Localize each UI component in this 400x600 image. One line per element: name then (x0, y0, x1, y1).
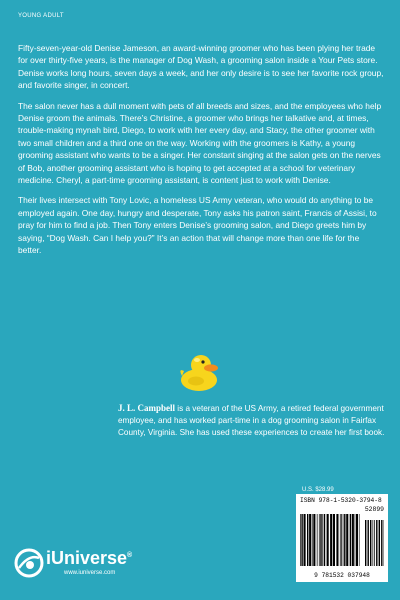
back-cover-blurb (18, 42, 384, 265)
isbn-number: ISBN 978-1-5320-3794-8 (300, 497, 382, 504)
barcode-bar (365, 520, 366, 566)
barcode-bar (340, 514, 341, 566)
isbn-digits: 9 781532 037948 (314, 572, 370, 579)
barcode-bar (379, 520, 380, 566)
blurb-paragraph-2: The salon never has a dull moment with pets of all breeds and sizes, and the employees who help Denise groom the animals. There’s Christine, a groomer who brings her talkative and, at times, trouble-making mynah bird, Diego, to work with her every day, and Stacy, the other groomer with two small children and a third one on the way. Working with the groomers is Kathy, a young grooming assistant who wants to be a singer. Her constant singing at the salon gets on the nerves of Bob, another grooming assistant who is hoping to get accepted at a school for veterinary medicine. Cheryl, a part-time grooming assistant, is content just to work with Denise. (18, 100, 382, 186)
barcode-bar (319, 514, 320, 566)
publisher-url: www.iuniverse.com (64, 570, 116, 576)
barcode-bar (355, 514, 356, 566)
barcode-bar (313, 514, 315, 566)
barcode-bar (370, 520, 371, 566)
barcode-bar (312, 514, 313, 566)
barcode-bar (300, 514, 301, 566)
barcode-bar (327, 514, 329, 566)
barcode-bar (304, 514, 306, 566)
barcode-bar (356, 514, 358, 566)
barcode-bar (301, 514, 302, 566)
barcode-price-code: 52899 (364, 506, 384, 513)
barcode-bar (352, 514, 354, 566)
isbn-barcode (296, 494, 388, 582)
barcode-bar (374, 520, 375, 566)
barcode-bar (360, 514, 361, 566)
barcode-bar (381, 520, 382, 566)
rubber-duck-icon (176, 350, 220, 394)
barcode-bar (322, 514, 323, 566)
publisher-name (46, 548, 132, 569)
author-bio-text: is a veteran of the US Army, a retired federal government employee, and has worked part-time in a dog grooming salon in Fairfax County, Virginia. She has used these experiences to create her first book. (118, 404, 385, 438)
barcode-bar (344, 514, 345, 566)
trademark-symbol: ® (127, 552, 133, 559)
barcode-bar (330, 514, 332, 566)
iuniverse-logo-icon (14, 548, 44, 578)
barcode-bars (300, 514, 384, 570)
barcode-bar (320, 514, 321, 566)
barcode-bar (333, 514, 335, 566)
barcode-bar (317, 514, 318, 566)
barcode-bar (324, 514, 325, 566)
publisher-name-text: iUniverse (46, 548, 128, 568)
barcode-bar (350, 514, 351, 566)
barcode-bar (341, 514, 342, 566)
barcode-bar (307, 514, 308, 566)
barcode-bar (343, 514, 344, 566)
blurb-paragraph-1: Fifty-seven-year-old Denise Jameson, an award-winning groomer who has been plying her trade for over thirty-five years, is the manager of Dog Wash, a grooming salon inside a Your Pets store. Denise works long hours, seven days a week, and her only desire is to see her favorite rock group, and favorite singer, in concert. (18, 43, 384, 91)
author-bio (118, 402, 388, 439)
barcode-bar (368, 520, 369, 566)
price-label: U.S. $28.99 (302, 487, 334, 493)
barcode-bar (309, 514, 311, 566)
barcode-bar (346, 514, 348, 566)
barcode-bar (373, 520, 374, 566)
blurb-paragraph-3: Their lives intersect with Tony Lovic, a homeless US Army veteran, who would do anything to be employed again. One day, hungry and desperate, Tony asks his patron saint, Francis of Assisi, to pray for him to find a job. Then Tony enters Denise’s grooming salon, and Diego greets him by saying, “Dog Wash. Can I help you?” It’s an action that will change more than one life for the better. (18, 195, 377, 256)
barcode-bar (376, 520, 377, 566)
barcode-bar (336, 514, 338, 566)
genre-label: YOUNG ADULT (18, 13, 64, 19)
author-name: J. L. Campbell (118, 403, 176, 413)
